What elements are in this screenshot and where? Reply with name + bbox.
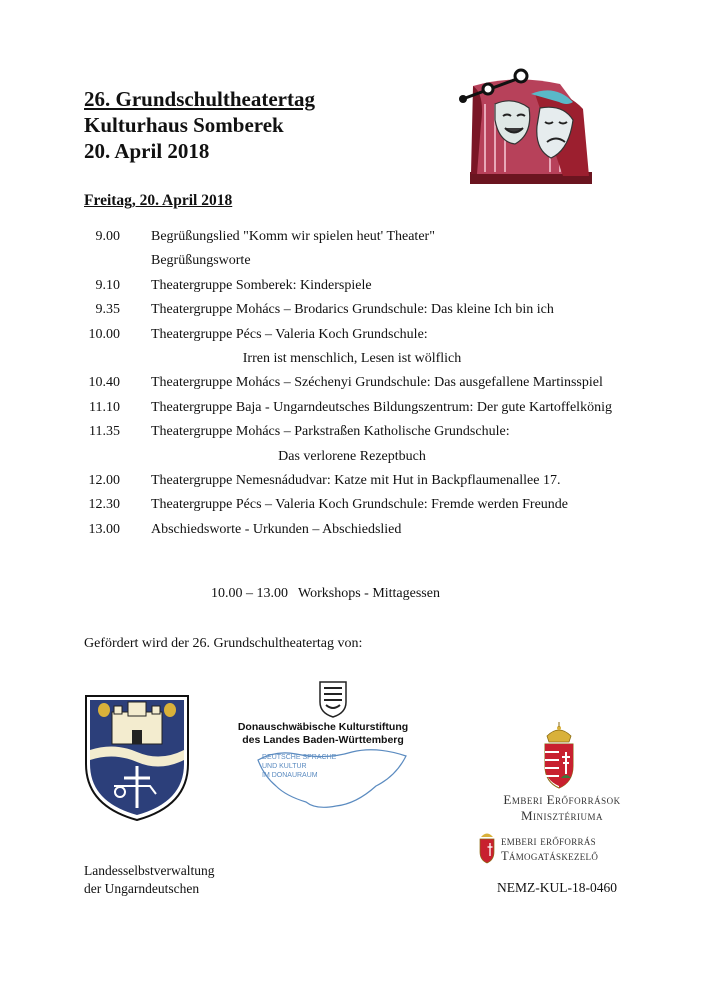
- emtk-name-line2: Támogatáskezelő: [501, 849, 599, 863]
- workshops-text: Workshops - Mittagessen: [298, 586, 440, 601]
- ldu-name-line2: der Ungarndeutschen: [84, 881, 200, 896]
- event-title-block: [84, 86, 315, 164]
- program-schedule: [84, 225, 684, 542]
- schedule-row: [84, 420, 684, 444]
- schedule-row: [84, 469, 684, 493]
- schedule-row: [84, 396, 684, 420]
- donau-tagline-line2: UND KULTUR: [262, 763, 307, 770]
- donau-tagline-line1: DEUTSCHE SPRACHE: [262, 754, 337, 761]
- ldu-name-line1: Landesselbstverwaltung: [84, 863, 215, 878]
- emmi-name: [482, 792, 642, 824]
- schedule-time: 10.00: [88, 326, 120, 342]
- donau-foundation-name: [228, 721, 418, 747]
- emtk-name: [501, 834, 598, 864]
- schedule-row: [84, 371, 684, 395]
- schedule-item: Theatergruppe Pécs – Valeria Koch Grundschule: Fremde werden Freunde: [151, 497, 569, 513]
- baden-wuerttemberg-crest-icon: [316, 680, 350, 718]
- schedule-time: 10.40: [88, 375, 120, 391]
- emtk-crest-icon: [478, 830, 496, 864]
- schedule-time: 13.00: [88, 521, 120, 537]
- day-heading: Freitag, 20. April 2018: [84, 192, 233, 209]
- grant-number: NEMZ-KUL-18-0460: [497, 880, 617, 895]
- schedule-item: Irren ist menschlich, Lesen ist wölflich: [242, 350, 462, 366]
- event-title: 26. Grundschultheatertag: [84, 87, 315, 111]
- schedule-item: Theatergruppe Nemesnádudvar: Katze mit Hut in Backpflaumenallee 17.: [151, 472, 561, 488]
- schedule-row: [84, 225, 684, 249]
- schedule-time: 11.10: [89, 399, 120, 415]
- schedule-item: Das verlorene Rezeptbuch: [278, 448, 426, 464]
- schedule-row: [84, 274, 684, 298]
- schedule-time: 11.35: [89, 424, 120, 440]
- schedule-row: [84, 518, 684, 542]
- schedule-item: Theatergruppe Mohács – Parkstraßen Katholische Grundschule:: [151, 424, 510, 440]
- schedule-item: Theatergruppe Baja - Ungarndeutsches Bildungszentrum: Der gute Kartoffelkönig: [151, 399, 612, 415]
- event-venue: Kulturhaus Somberek: [84, 113, 284, 137]
- schedule-item: Theatergruppe Mohács – Brodarics Grundschule: Das kleine Ich bin ich: [151, 302, 554, 318]
- schedule-row: [84, 249, 684, 273]
- schedule-time: 9.10: [95, 277, 120, 293]
- ldu-name: [84, 862, 214, 898]
- donau-tagline-line3: IM DONAURAUM: [262, 772, 318, 779]
- hungarian-coat-of-arms-icon: [541, 722, 577, 790]
- schedule-time: 12.30: [88, 497, 120, 513]
- funding-note: Gefördert wird der 26. Grundschultheatertag von:: [84, 636, 363, 651]
- event-date: 20. April 2018: [84, 139, 210, 163]
- schedule-time: 12.00: [88, 472, 120, 488]
- schedule-item: Theatergruppe Mohács – Széchenyi Grundschule: Das ausgefallene Martinsspiel: [151, 375, 603, 391]
- schedule-item: Abschiedsworte - Urkunden – Abschiedslied: [151, 521, 402, 537]
- emmi-name-line2: Minisztériuma: [520, 808, 604, 823]
- schedule-time: 9.35: [95, 302, 120, 318]
- schedule-time: 9.00: [95, 229, 120, 244]
- schedule-item: Theatergruppe Pécs – Valeria Koch Grundschule:: [151, 326, 428, 342]
- schedule-row: [84, 323, 684, 347]
- schedule-row-continuation: [84, 445, 684, 469]
- donau-tagline: [262, 753, 336, 780]
- theater-masks-icon: [455, 64, 595, 188]
- schedule-row: [84, 298, 684, 322]
- schedule-item: Begrüßungsworte: [151, 253, 251, 269]
- workshops-line: [211, 586, 440, 602]
- workshops-time: 10.00 – 13.00: [211, 586, 288, 601]
- schedule-row: [84, 493, 684, 517]
- donau-name-line2: des Landes Baden-Württemberg: [242, 734, 404, 746]
- emmi-name-line1: Emberi Erőforrások: [503, 792, 621, 807]
- schedule-item: Theatergruppe Somberek: Kinderspiele: [151, 277, 372, 293]
- donau-name-line1: Donauschwäbische Kulturstiftung: [237, 721, 409, 733]
- schedule-item: Begrüßungslied "Komm wir spielen heut' Theater": [151, 229, 435, 244]
- emtk-name-line1: emberi erőforrás: [501, 834, 596, 848]
- schedule-row-continuation: [84, 347, 684, 371]
- ldu-coat-of-arms-icon: [84, 694, 190, 822]
